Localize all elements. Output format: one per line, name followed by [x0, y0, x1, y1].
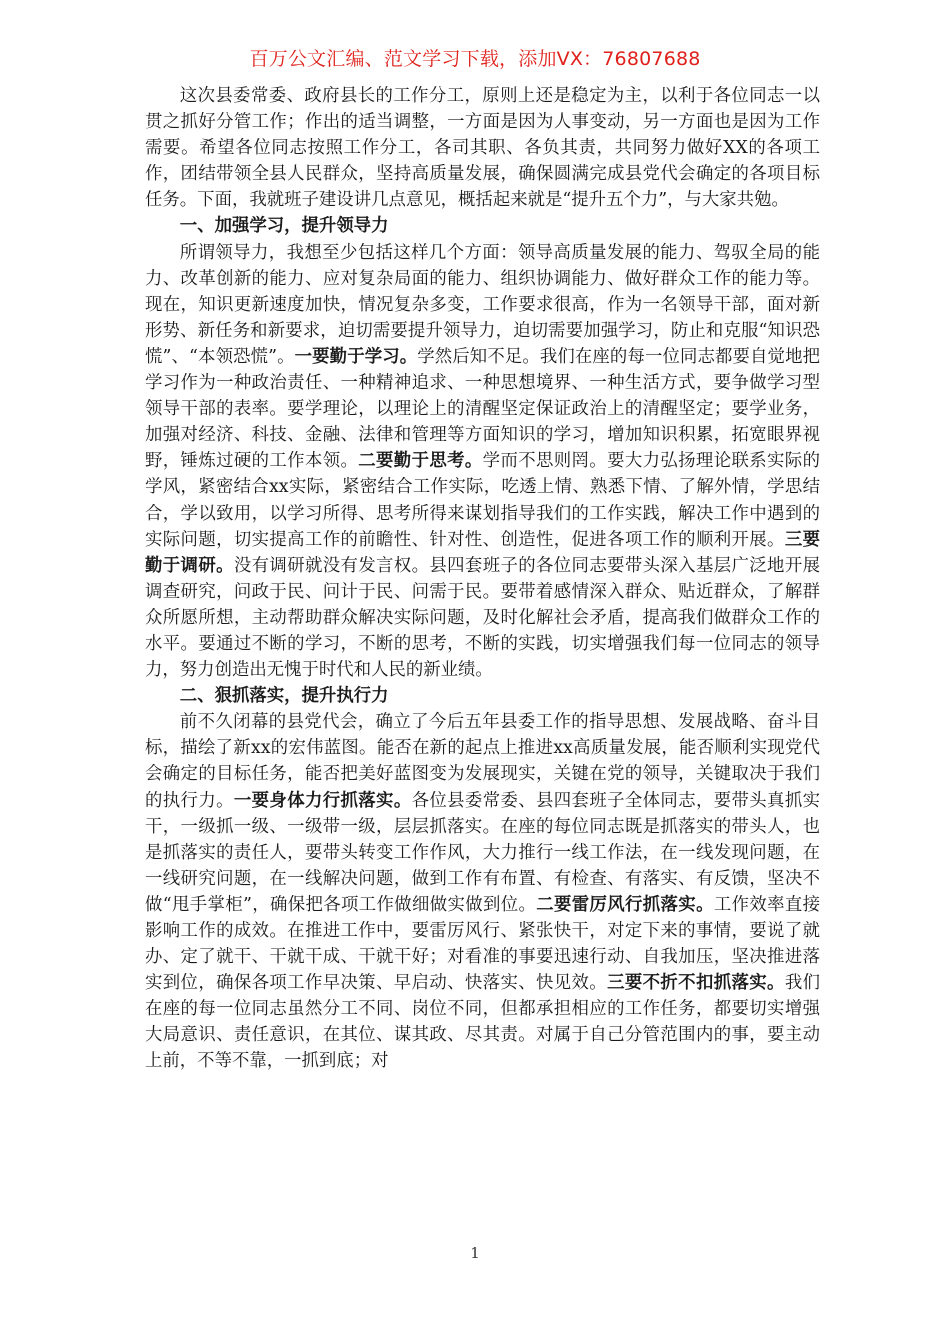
paragraph-execution	[145, 709, 820, 1074]
header-banner: 百万公文汇编、范文学习下载，添加VX：76807688	[249, 48, 701, 70]
bold-point-5: 二要雷厉风行抓落实。	[536, 894, 714, 915]
document-body	[145, 83, 820, 1075]
text-run: 学而不思则罔。要大力弘扬理论联系实际的学风，紧密结合xx实际，紧密结合工作实际，吃透上情、熟悉下情、了解外情，学思结合，学以致用，以学习所得、思考所得来谋划指导我们的工作实践，解决工作中遇到的实际问题，切实提高工作的前瞻性、针对性、创造性，促进各项工作的顺利开展。	[145, 451, 820, 550]
bold-point-6: 三要不折不扣抓落实。	[607, 973, 785, 994]
paragraph-intro: 这次县委常委、政府县长的工作分工，原则上还是稳定为主，以利于各位同志一以贯之抓好分管工作；作出的适当调整，一方面是因为人事变动，另一方面也是因为工作需要。希望各位同志按照工作分工，各司其职、各负其责，共同努力做好XX的各项工作，团结带领全县人民群众，坚持高质量发展，确保圆满完成县党代会确定的各项目标任务。下面，我就班子建设讲几点意见，概括起来就是“提升五个力”，与大家共勉。	[145, 86, 820, 211]
text-run: 我们在座的每一位同志虽然分工不同、岗位不同，但都承担相应的工作任务，都要切实增强大局意识、责任意识，在其位、谋其政、尽其责。对属于自己分管范围内的事，要主动上前，不等不靠，一抓到底；对	[145, 973, 820, 1072]
bold-point-3: 三要勤于调研。	[145, 529, 820, 576]
text-run: 没有调研就没有发言权。县四套班子的各位同志要带头深入基层广泛地开展调查研究，问政于民、问计于民、问需于民。要带着感情深入群众、贴近群众，了解群众所愿所想，主动帮助群众解决实际问题，及时化解社会矛盾，提高我们做群众工作的水平。要通过不断的学习，不断的思考，不断的实践，切实增强我们每一位同志的领导力，努力创造出无愧于时代和人民的新业绩。	[145, 555, 820, 681]
bold-point-2: 二要勤于思考。	[358, 451, 483, 472]
section-heading-1: 一、加强学习，提升领导力	[179, 216, 389, 237]
text-run: 工作效率直接影响工作的成效。在推进工作中，要雷厉风行、紧张快干，对定下来的事情，要说了就办、定了就干、干就干成、干就干好；对看准的事要迅速行动、自我加压，坚决推进落实到位，确保各项工作早决策、早启动、快落实、快见效。	[145, 894, 820, 994]
bold-point-4: 一要身体力行抓落实。	[233, 790, 412, 811]
paragraph-leadership	[145, 240, 820, 684]
text-run: 前不久闭幕的县党代会，确立了今后五年县委工作的指导思想、发展战略、奋斗目标，描绘了新xx的宏伟蓝图。能否在新的起点上推进xx高质量发展，能否顺利实现党代会确定的目标任务，能否把美好蓝图变为发展现实，关键在党的领导，关键取决于我们的执行力。	[145, 712, 820, 811]
section-heading-2: 二、狠抓落实，提升执行力	[179, 686, 389, 707]
text-run: 所谓领导力，我想至少包括这样几个方面：领导高质量发展的能力、驾驭全局的能力、改革创新的能力、应对复杂局面的能力、组织协调能力、做好群众工作的能力等。现在，知识更新速度加快，情况复杂多变，工作要求很高，作为一名领导干部，面对新形势、新任务和新要求，迫切需要提升领导力，迫切需要加强学习，防止和克服“知识恐慌”、“本领恐慌”。	[145, 242, 820, 367]
page-number: 1	[470, 1244, 480, 1262]
text-run: 各位县委常委、县四套班子全体同志，要带头真抓实干，一级抓一级、一级带一级，层层抓落实。在座的每位同志既是抓落实的带头人，也是抓落实的责任人，要带头转变工作作风，大力推行一线工作法，在一线发现问题，在一线研究问题，在一线解决问题，做到工作有布置、有检查、有落实、有反馈，坚决不做“甩手掌柜”，确保把各项工作做细做实做到位。	[145, 790, 820, 915]
text-run: 学然后知不足。我们在座的每一位同志都要自觉地把学习作为一种政治责任、一种精神追求、一种思想境界、一种生活方式，要争做学习型领导干部的表率。要学理论，以理论上的清醒坚定保证政治上的清醒坚定；要学业务，加强对经济、科技、金融、法律和管理等方面知识的学习，增加知识积累，拓宽眼界视野，锤炼过硬的工作本领。	[145, 346, 820, 472]
bold-point-1: 一要勤于学习。	[294, 346, 418, 367]
